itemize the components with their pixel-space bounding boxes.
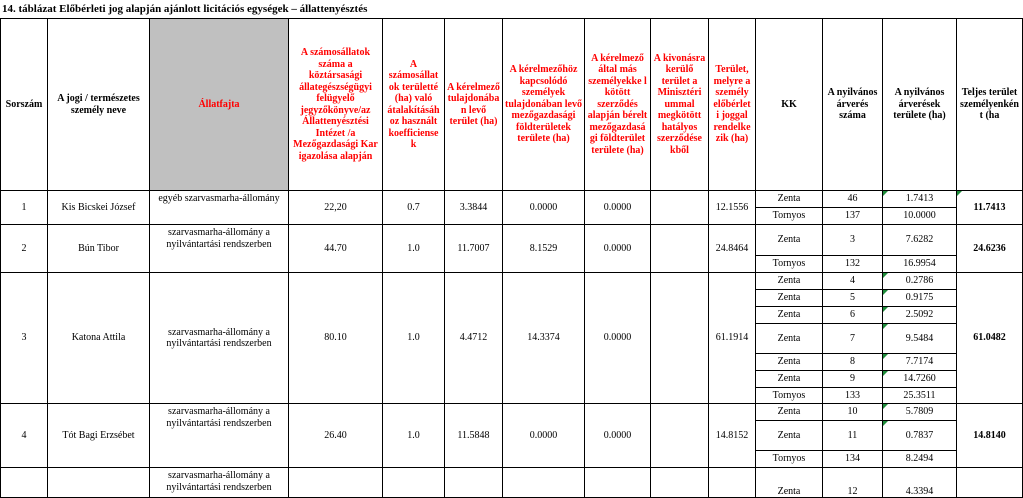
cell-area: 61.1914 bbox=[709, 273, 756, 404]
cell-own: 3.3844 bbox=[445, 191, 503, 225]
header-allatfajta: Állatfajta bbox=[150, 19, 289, 191]
header-kivonasra: A kivonásra kerülő terület a Minisztéri ummal megkötött hatályos szerződése kből bbox=[651, 19, 709, 191]
cell-auction-no: 134 bbox=[823, 451, 883, 468]
header-berelt: A kérelmező által más személyekke l kötött szerződés alapján bérelt mezőgazdasá gi földterület területe (ha) bbox=[585, 19, 651, 191]
header-arveres-szama: A nyilvános árverés száma bbox=[823, 19, 883, 191]
cell-auction-no: 3 bbox=[823, 225, 883, 256]
cell-count: 22,20 bbox=[289, 191, 383, 225]
cell-count: 80.10 bbox=[289, 273, 383, 404]
cell-auction-area: 5.7809 bbox=[883, 404, 957, 421]
table-row bbox=[1, 273, 1023, 290]
cell-auction-area: 0.7837 bbox=[883, 421, 957, 451]
cell-auction-no: 137 bbox=[823, 208, 883, 225]
cell-withdraw bbox=[651, 273, 709, 404]
cell-auction-area: 4.3394 bbox=[883, 468, 957, 498]
cell-kk: Zenta bbox=[756, 191, 823, 208]
header-row bbox=[1, 19, 1023, 191]
licitation-table bbox=[0, 18, 1023, 498]
cell-area bbox=[709, 468, 756, 498]
cell-auction-no: 46 bbox=[823, 191, 883, 208]
table-row bbox=[1, 191, 1023, 208]
cell-area: 12.1556 bbox=[709, 191, 756, 225]
cell-auction-no: 5 bbox=[823, 290, 883, 307]
table-row bbox=[1, 404, 1023, 421]
cell-withdraw bbox=[651, 468, 709, 498]
cell-count: 26.40 bbox=[289, 404, 383, 468]
cell-total: 61.0482 bbox=[957, 273, 1023, 404]
cell-kk: Zenta bbox=[756, 354, 823, 371]
cell-auction-no: 9 bbox=[823, 371, 883, 388]
cell-coef: 1.0 bbox=[383, 404, 445, 468]
header-sorszam: Sorszám bbox=[1, 19, 48, 191]
cell-auction-area: 10.0000 bbox=[883, 208, 957, 225]
cell-animal: szarvasmarha-állomány a nyilvántartási rendszerben bbox=[150, 225, 289, 273]
cell-name bbox=[48, 468, 150, 498]
cell-leased: 0.0000 bbox=[585, 191, 651, 225]
header-terulet: Terület, melyre a személy előbérlet i joggal rendelke zik (ha) bbox=[709, 19, 756, 191]
header-arveres-terulete: A nyilvános árverések területe (ha) bbox=[883, 19, 957, 191]
cell-coef bbox=[383, 468, 445, 498]
cell-own: 11.5848 bbox=[445, 404, 503, 468]
cell-coef: 1.0 bbox=[383, 273, 445, 404]
cell-kk: Zenta bbox=[756, 225, 823, 256]
cell-kk: Zenta bbox=[756, 421, 823, 451]
cell-kk: Tornyos bbox=[756, 256, 823, 273]
cell-related: 8.1529 bbox=[503, 225, 585, 273]
cell-kk: Zenta bbox=[756, 307, 823, 324]
cell-count: 44.70 bbox=[289, 225, 383, 273]
cell-own: 4.4712 bbox=[445, 273, 503, 404]
cell-animal: szarvasmarha-állomány a nyilvántartási rendszerben bbox=[150, 404, 289, 468]
cell-kk: Tornyos bbox=[756, 451, 823, 468]
header-name: A jogi / természetes személy neve bbox=[48, 19, 150, 191]
cell-auction-no: 132 bbox=[823, 256, 883, 273]
cell-name: Katona Attila bbox=[48, 273, 150, 404]
header-koefficiens: A számosállat ok területté (ha) való átalakításáh oz használt koefficiense k bbox=[383, 19, 445, 191]
header-szamosallatok: A számosállatok száma a köztársasági állategészségügyi felügyelő jegyzőkönyve/az Állattenyésztési Intézet /a Mezőgazdasági Kar igazolása alapján bbox=[289, 19, 383, 191]
cell-auction-no: 133 bbox=[823, 388, 883, 404]
cell-auction-no: 6 bbox=[823, 307, 883, 324]
cell-kk: Zenta bbox=[756, 290, 823, 307]
cell-name: Tót Bagi Erzsébet bbox=[48, 404, 150, 468]
cell-auction-area: 16.9954 bbox=[883, 256, 957, 273]
cell-kk: Zenta bbox=[756, 273, 823, 290]
cell-coef: 0.7 bbox=[383, 191, 445, 225]
cell-auction-no: 7 bbox=[823, 324, 883, 354]
cell-total: 11.7413 bbox=[957, 191, 1023, 225]
cell-no bbox=[1, 468, 48, 498]
cell-auction-area: 1.7413 bbox=[883, 191, 957, 208]
cell-auction-no: 12 bbox=[823, 468, 883, 498]
cell-auction-area: 8.2494 bbox=[883, 451, 957, 468]
cell-kk: Tornyos bbox=[756, 208, 823, 225]
cell-kk: Zenta bbox=[756, 468, 823, 498]
cell-kk: Tornyos bbox=[756, 388, 823, 404]
cell-no: 4 bbox=[1, 404, 48, 468]
cell-name: Bún Tibor bbox=[48, 225, 150, 273]
table-row bbox=[1, 225, 1023, 256]
cell-auction-no: 8 bbox=[823, 354, 883, 371]
cell-coef: 1.0 bbox=[383, 225, 445, 273]
cell-auction-no: 10 bbox=[823, 404, 883, 421]
cell-kk: Zenta bbox=[756, 324, 823, 354]
cell-animal: szarvasmarha-állomány a nyilvántartási rendszerben bbox=[150, 468, 289, 498]
cell-own: 11.7007 bbox=[445, 225, 503, 273]
cell-auction-area: 2.5092 bbox=[883, 307, 957, 324]
cell-kk: Zenta bbox=[756, 371, 823, 388]
cell-related bbox=[503, 468, 585, 498]
cell-count bbox=[289, 468, 383, 498]
cell-animal: szarvasmarha-állomány a nyilvántartási rendszerben bbox=[150, 273, 289, 404]
cell-related: 0.0000 bbox=[503, 404, 585, 468]
cell-animal: egyéb szarvasmarha-állomány bbox=[150, 191, 289, 225]
cell-related: 0.0000 bbox=[503, 191, 585, 225]
cell-auction-area: 7.6282 bbox=[883, 225, 957, 256]
cell-auction-area: 7.7174 bbox=[883, 354, 957, 371]
cell-name: Kis Bicskei József bbox=[48, 191, 150, 225]
cell-no: 3 bbox=[1, 273, 48, 404]
cell-leased bbox=[585, 468, 651, 498]
header-teljes: Teljes terület személyenkén t (ha bbox=[957, 19, 1023, 191]
header-kk: KK bbox=[756, 19, 823, 191]
cell-auction-area: 0.9175 bbox=[883, 290, 957, 307]
cell-auction-no: 4 bbox=[823, 273, 883, 290]
cell-auction-area: 25.3511 bbox=[883, 388, 957, 404]
cell-auction-area: 9.5484 bbox=[883, 324, 957, 354]
cell-no: 2 bbox=[1, 225, 48, 273]
table-row bbox=[1, 468, 1023, 498]
cell-withdraw bbox=[651, 191, 709, 225]
cell-total: 24.6236 bbox=[957, 225, 1023, 273]
cell-auction-area: 0.2786 bbox=[883, 273, 957, 290]
cell-total bbox=[957, 468, 1023, 498]
cell-area: 24.8464 bbox=[709, 225, 756, 273]
cell-auction-no: 11 bbox=[823, 421, 883, 451]
cell-leased: 0.0000 bbox=[585, 225, 651, 273]
cell-total: 14.8140 bbox=[957, 404, 1023, 468]
cell-withdraw bbox=[651, 225, 709, 273]
cell-withdraw bbox=[651, 404, 709, 468]
table-title: 14. táblázat Előbérleti jog alapján ajánlott licitációs egységek – állattenyésztés bbox=[2, 3, 368, 15]
cell-no: 1 bbox=[1, 191, 48, 225]
cell-auction-area: 14.7260 bbox=[883, 371, 957, 388]
cell-area: 14.8152 bbox=[709, 404, 756, 468]
header-tulajdon: A kérelmező tulajdonába n levő terület (ha) bbox=[445, 19, 503, 191]
header-kapcsolodo: A kérelmezőhöz kapcsolódó személyek tulajdonában levő mezőgazdasági földterületek területe (ha) bbox=[503, 19, 585, 191]
cell-own bbox=[445, 468, 503, 498]
cell-leased: 0.0000 bbox=[585, 404, 651, 468]
cell-related: 14.3374 bbox=[503, 273, 585, 404]
cell-leased: 0.0000 bbox=[585, 273, 651, 404]
cell-kk: Zenta bbox=[756, 404, 823, 421]
